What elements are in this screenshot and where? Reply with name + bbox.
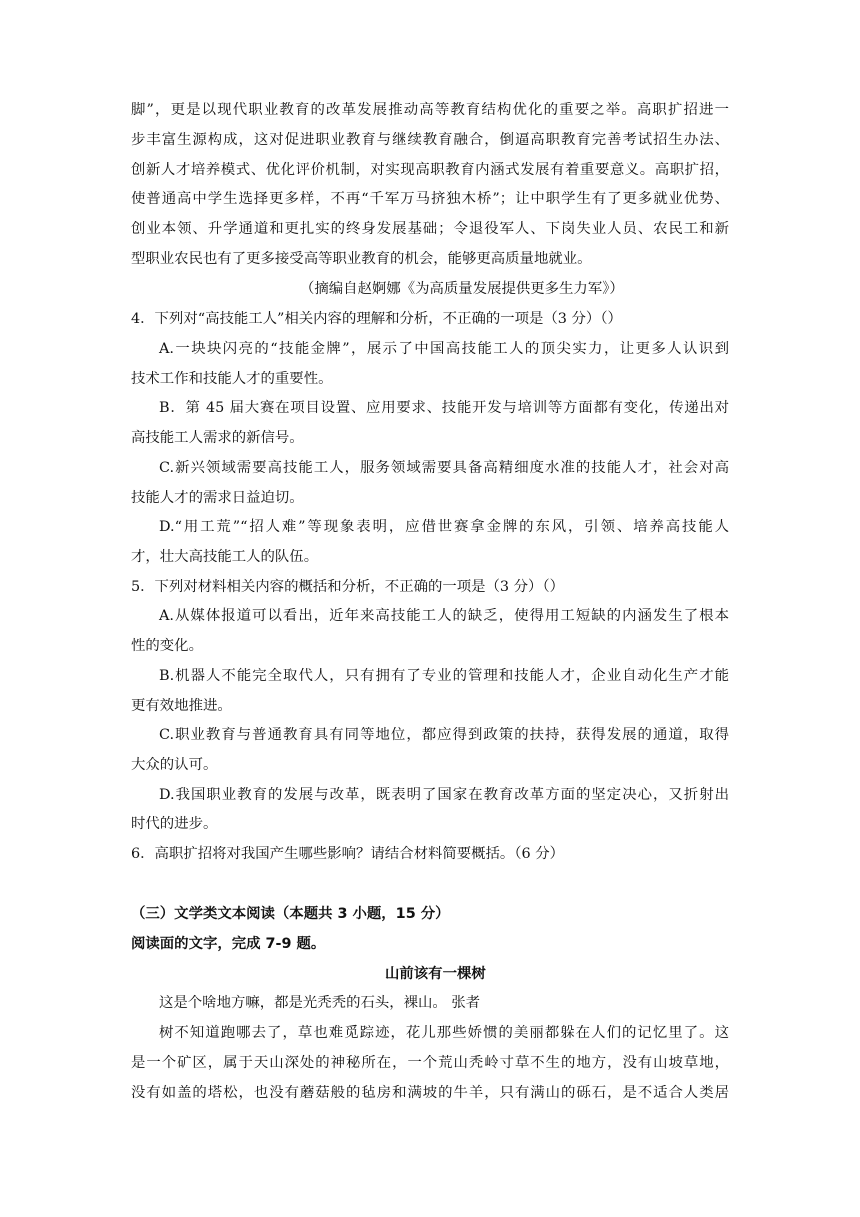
q4-option-c: C.新兴领域需要高技能工人，服务领域需要具备高精细度水准的技能人才，社会对高	[159, 460, 729, 476]
q5-option-b: B.机器人不能完全取代人，只有拥有了专业的管理和技能人才，企业自动化生产才能	[159, 668, 729, 684]
q5-option-b-cont: 更有效地推进。	[131, 698, 232, 714]
passage-line: 创新人才培养模式、优化评价机制，对实现高职教育内涵式发展有着重要意义。高职扩招，	[131, 162, 729, 178]
section-instruction: 阅读面的文字，完成 7-9 题。	[131, 936, 326, 952]
article-title: 山前该有一棵树	[385, 966, 486, 982]
q5-option-a-cont: 性的变化。	[131, 638, 203, 654]
q5-option-d: D.我国职业教育的发展与改革，既表明了国家在教育改革方面的坚定决心，又折射出	[159, 787, 729, 803]
passage-line: 脚”，更是以现代职业教育的改革发展推动高等教育结构优化的重要之举。高职扩招进一	[131, 102, 729, 118]
q4-option-d-cont: 才，壮大高技能工人的队伍。	[131, 549, 319, 565]
q4-option-a: A.一块块闪亮的“技能金牌”，展示了中国高技能工人的顶尖实力，让更多人认识到	[159, 341, 729, 357]
q5-option-c: C.职业教育与普通教育具有同等地位，都应得到政策的扶持，获得发展的通道，取得	[159, 727, 729, 743]
passage-line: 型职业农民也有了更多接受高等职业教育的机会，能够更高质量地就业。	[131, 251, 592, 267]
article-paragraph: 树不知道跑哪去了，草也难觅踪迹，花儿那些娇惯的美丽都躲在人们的记忆里了。这	[159, 1025, 729, 1041]
question-6: 6．高职扩招将对我国产生哪些影响？请结合材料简要概括。（6 分）	[131, 846, 565, 862]
passage-line: 使普通高中学生选择更多样，不再“千军万马挤独木桥”；让中职学生有了更多就业优势、	[131, 191, 729, 207]
article-paragraph: 这是个啥地方嘛，都是光秃秃的石头，裸山。 张者	[159, 995, 481, 1011]
q5-option-d-cont: 时代的进步。	[131, 816, 218, 832]
q4-option-b: B．第 45 届大赛在项目设置、应用要求、技能开发与培训等方面都有变化，传递出对	[159, 400, 729, 416]
passage-line: 步丰富生源构成，这对促进职业教育与继续教育融合，倒逼高职教育完善考试招生办法、	[131, 132, 729, 148]
q4-option-c-cont: 技能人才的需求日益迫切。	[131, 490, 304, 506]
question-4-stem: 4．下列对“高技能工人”相关内容的理解和分析，不正确的一项是（3 分）（）	[131, 311, 622, 327]
q4-option-a-cont: 技术工作和技能人才的重要性。	[131, 371, 333, 387]
article-paragraph: 没有如盖的塔松，也没有蘑菇般的毡房和满坡的牛羊，只有满山的砾石，是不适合人类居	[131, 1085, 729, 1101]
article-paragraph: 是一个矿区，属于天山深处的神秘所在，一个荒山秃岭寸草不生的地方，没有山坡草地，	[131, 1055, 729, 1071]
source-citation: （摘编自赵婀娜《为高质量发展提供更多生力军》）	[300, 281, 624, 297]
q4-option-d: D.“用工荒”“招人难”等现象表明，应借世赛拿金牌的东风，引领、培养高技能人	[159, 519, 729, 535]
q4-option-b-cont: 高技能工人需求的新信号。	[131, 430, 304, 446]
q5-option-a: A.从媒体报道可以看出，近年来高技能工人的缺乏，使得用工短缺的内涵发生了根本	[159, 608, 729, 624]
question-5-stem: 5．下列对材料相关内容的概括和分析，不正确的一项是（3 分）（）	[131, 579, 565, 595]
section-heading: （三）文学类文本阅读（本题共 3 小题，15 分）	[131, 906, 450, 922]
q5-option-c-cont: 大众的认可。	[131, 757, 218, 773]
passage-line: 创业本领、升学通道和更扎实的终身发展基础；令退役军人、下岗失业人员、农民工和新	[131, 221, 729, 237]
